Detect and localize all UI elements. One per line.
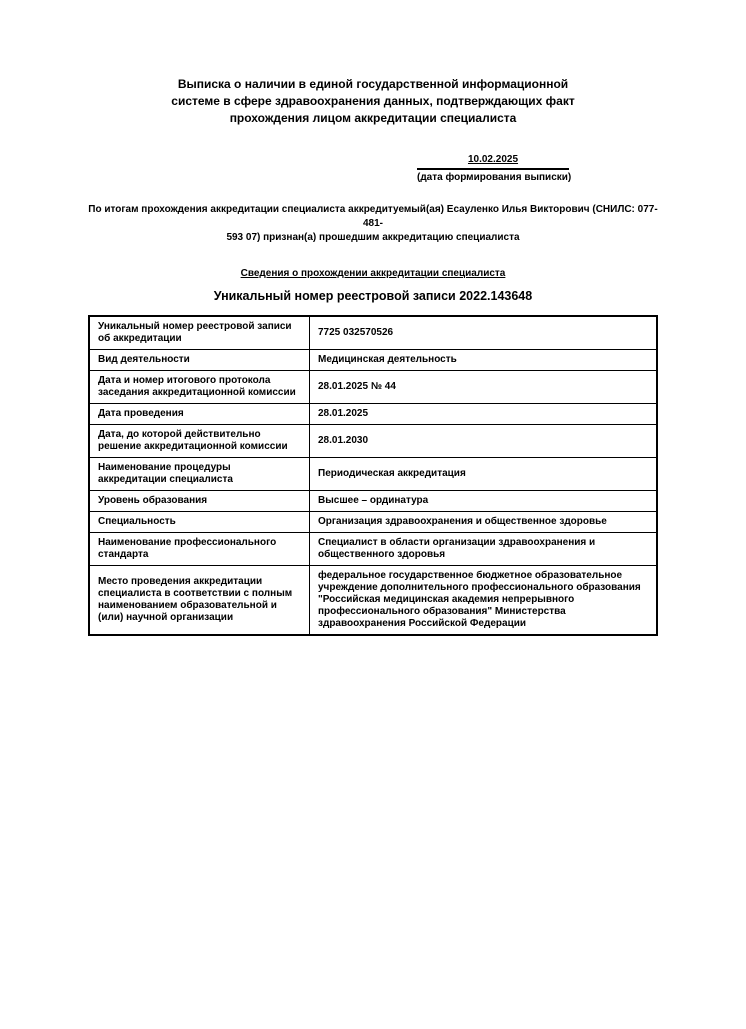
row-value: Специалист в области организации здравоохранения и общественного здоровья [310,533,658,566]
row-label: Наименование профессионального стандарта [89,533,310,566]
row-label: Уникальный номер реестровой записи об аккредитации [89,316,310,350]
document-title-line: прохождения лицом аккредитации специалиста [229,111,517,125]
row-value: федеральное государственное бюджетное образовательное учреждение дополнительного профессионального образования "Российская медицинская академия непрерывного профессионального образования" Министерства здравоохранения Российской Федерации [310,566,658,636]
document-title-line: системе в сфере здравоохранения данных, подтверждающих факт [171,94,575,108]
table-row [89,533,657,566]
intro-line: По итогам прохождения аккредитации специалиста аккредитуемый(ая) Есауленко Илья Викторович (СНИЛС: 077-481- [88,204,658,229]
accreditation-table [88,315,658,636]
table-row [89,512,657,533]
table-row [89,404,657,425]
intro-paragraph [88,203,658,245]
table-row [89,566,657,636]
table-row [89,371,657,404]
table-row [89,491,657,512]
row-value: Медицинская деятельность [310,350,658,371]
row-value: 28.01.2025 № 44 [310,371,658,404]
signature-rule [417,149,569,170]
row-label: Дата, до которой действительно решение аккредитационной комиссии [89,425,310,458]
row-label: Специальность [89,512,310,533]
row-value: 28.01.2025 [310,404,658,425]
formation-date: 10.02.2025 [467,154,519,165]
row-label: Наименование процедуры аккредитации специалиста [89,458,310,491]
document-title-line: Выписка о наличии в единой государственной информационной [177,77,569,91]
row-label: Дата и номер итогового протокола заседания аккредитационной комиссии [89,371,310,404]
table-row [89,458,657,491]
table-row [89,425,657,458]
formation-date-block [417,149,572,184]
row-label: Уровень образования [89,491,310,512]
row-value: Высшее – ординатура [310,491,658,512]
row-label: Вид деятельности [89,350,310,371]
row-label: Дата проведения [89,404,310,425]
row-label: Место проведения аккредитации специалиста в соответствии с полным наименованием образовательной и (или) научной организации [89,566,310,636]
document-title [88,76,658,127]
row-value: Организация здравоохранения и общественное здоровье [310,512,658,533]
row-value: Периодическая аккредитация [310,458,658,491]
table-row [89,350,657,371]
row-value: 7725 032570526 [310,316,658,350]
record-number-heading: Уникальный номер реестровой записи 2022.143648 [213,289,533,303]
table-row [89,316,657,350]
formation-date-caption: (дата формирования выписки) [417,172,572,183]
row-value: 28.01.2030 [310,425,658,458]
section-heading: Сведения о прохождении аккредитации специалиста [240,268,506,279]
intro-line: 593 07) признан(а) прошедшим аккредитацию специалиста [226,232,520,243]
